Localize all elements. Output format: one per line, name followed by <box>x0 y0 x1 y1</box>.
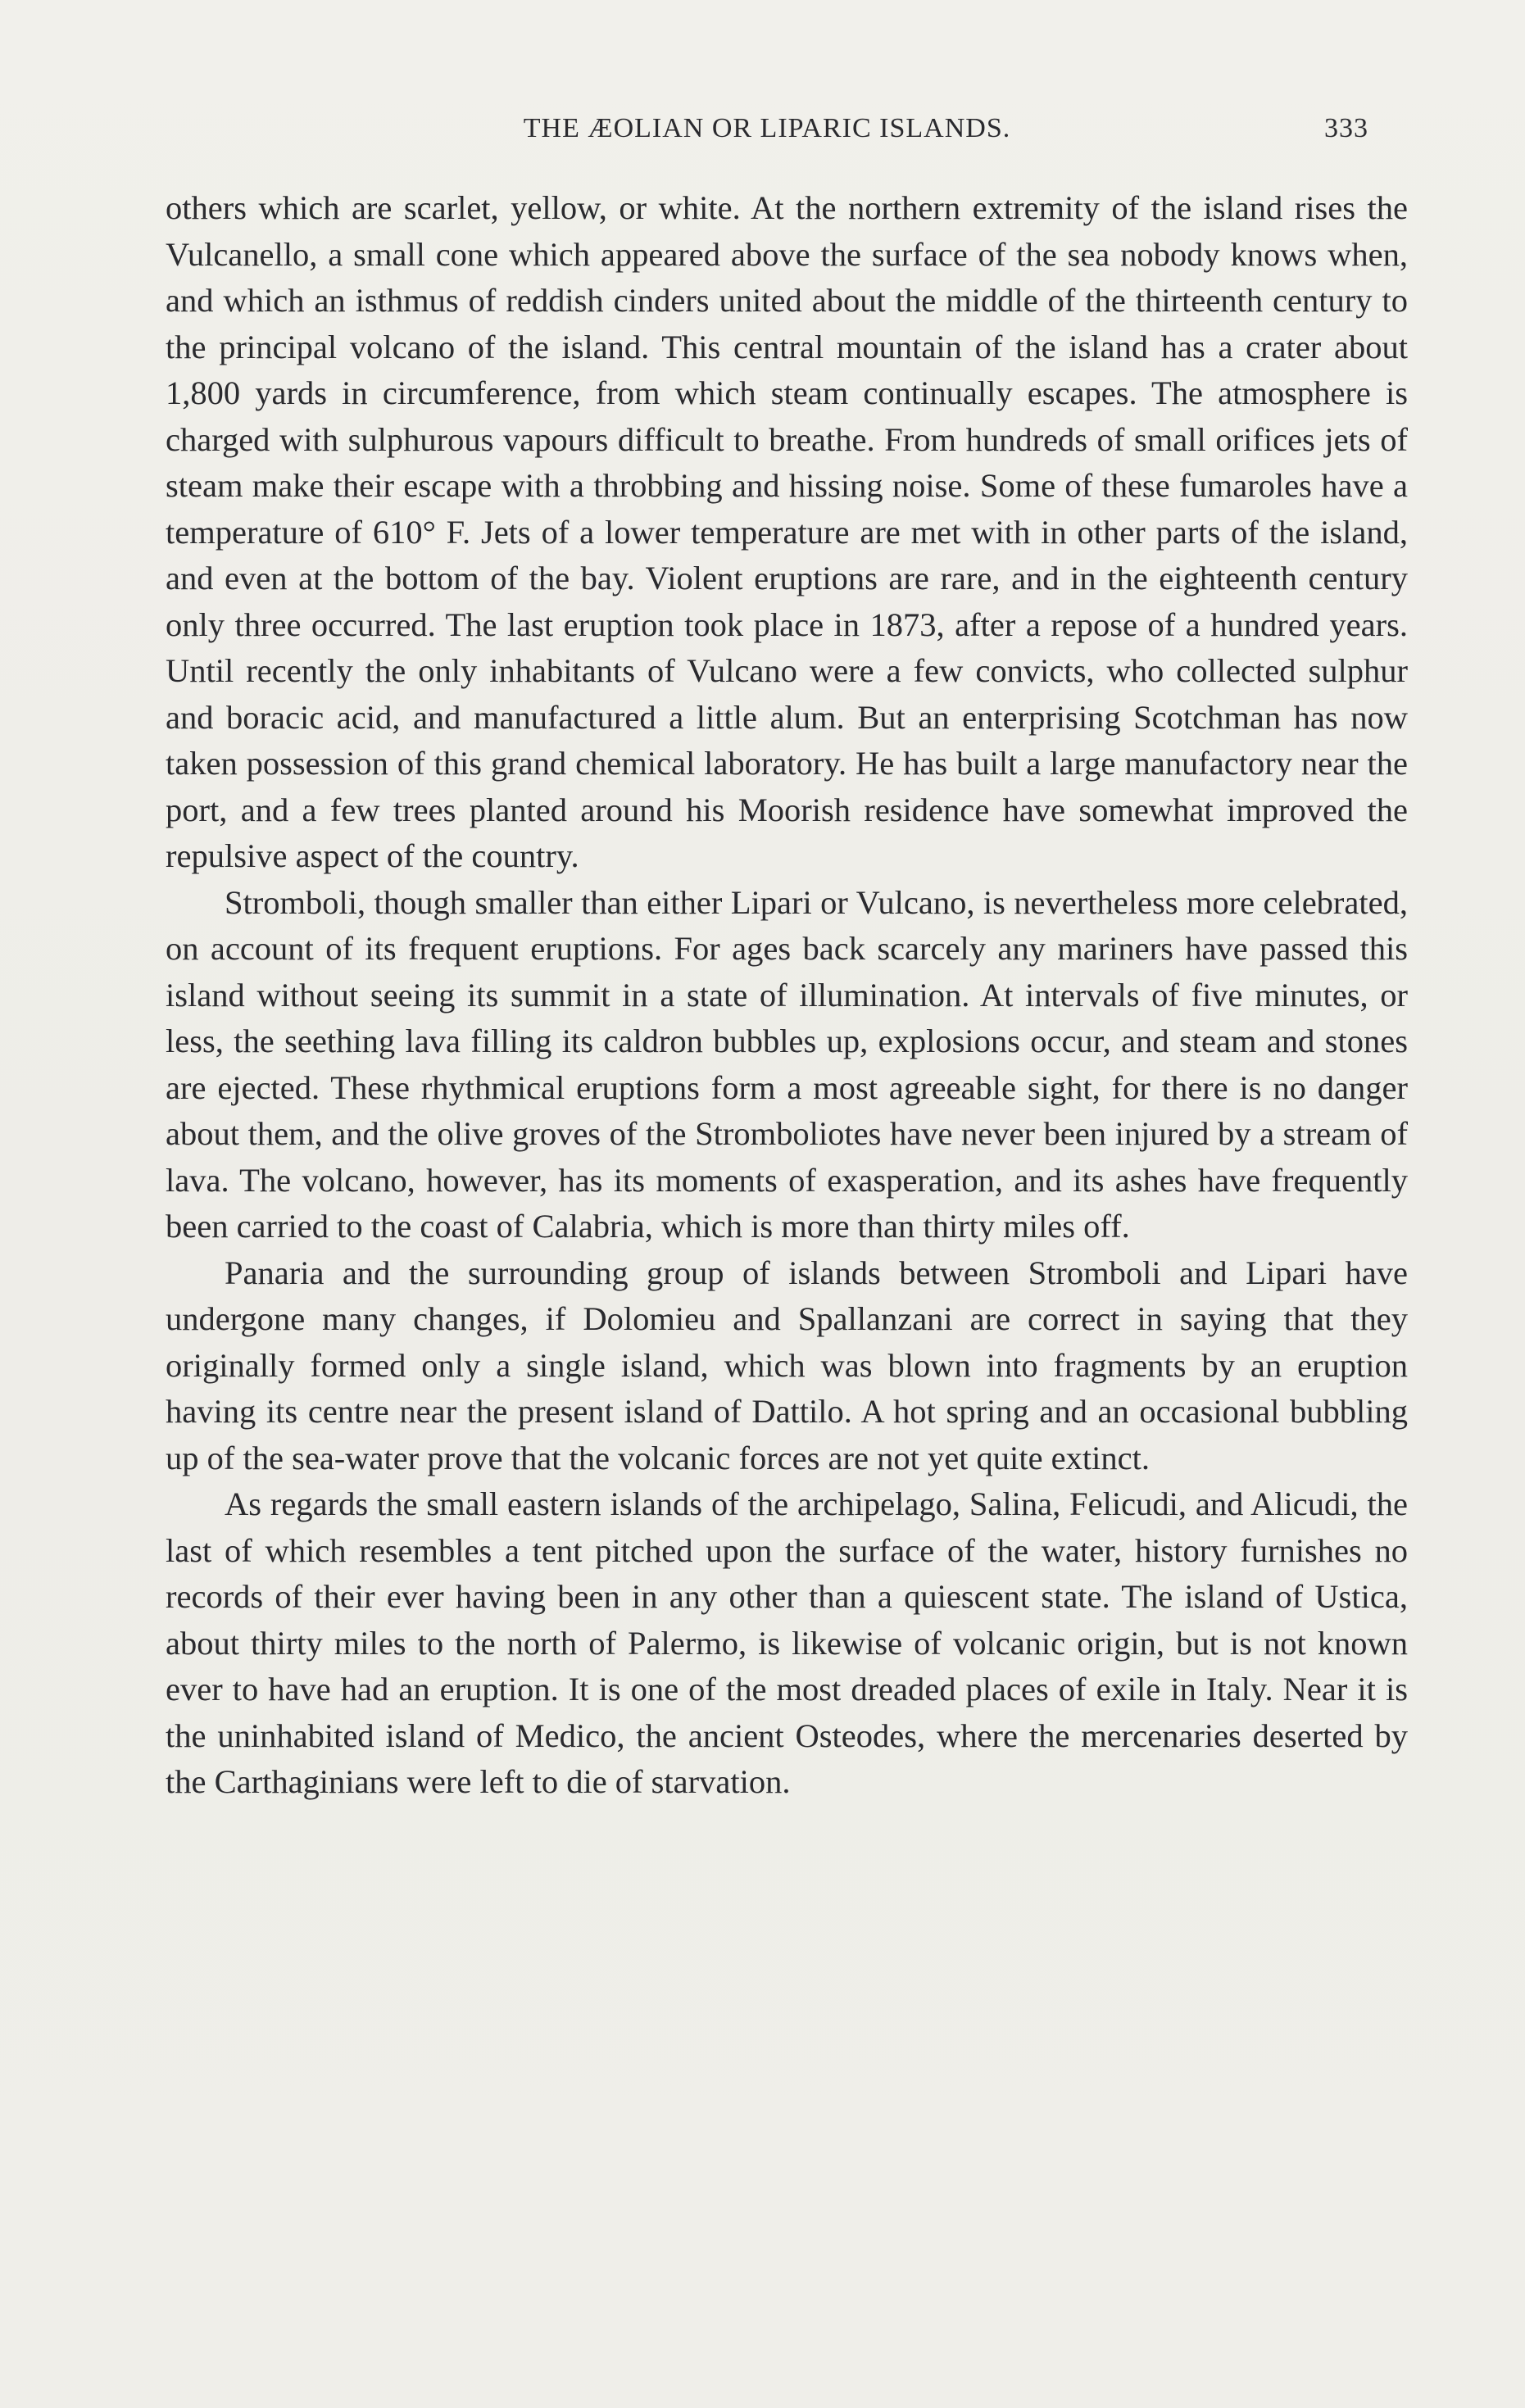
running-title: THE ÆOLIAN OR LIPARIC ISLANDS. <box>523 113 1011 143</box>
page-number: 333 <box>1324 113 1368 143</box>
paragraph-vulcano: others which are scarlet, yellow, or white. At the northern extremity of the island rises the Vulcanello, a small cone which appeared above the surface of the sea nobody knows when, and which an isthmus of reddish cinders united about the middle of the thirteenth century to the principal volcano of the island. This central mountain of the island has a crater about 1,800 yards in circumference, from which steam continually escapes. The atmosphere is charged with sulphurous vapours difficult to breathe. From hundreds of small orifices jets of steam make their escape with a throbbing and hissing noise. Some of these fumaroles have a temperature of 610° F. Jets of a lower temperature are met with in other parts of the island, and even at the bottom of the bay. Violent eruptions are rare, and in the eighteenth century only three occurred. The last eruption took place in 1873, after a repose of a hundred years. Until recently the only inhabitants of Vulcano were a few convicts, who collected sulphur and boracic acid, and manufactured a little alum. But an enterprising Scotchman has now taken possession of this grand chemical laboratory. He has built a large manufactory near the port, and a few trees planted around his Moorish residence have somewhat improved the repulsive aspect of the country. <box>166 189 1408 874</box>
paragraph-panaria: Panaria and the surrounding group of islands between Stromboli and Lipari have undergone many changes, if Dolomieu and Spallanzani are correct in saying that they originally formed only a single island, which was blown into fragments by an eruption having its centre near the present island of Dattilo. A hot spring and an occasional bubbling up of the sea-water prove that the volcanic forces are not yet quite extinct. <box>166 1254 1408 1476</box>
paragraph-stromboli: Stromboli, though smaller than either Lipari or Vulcano, is nevertheless more celebrated, on account of its frequent eruptions. For ages back scarcely any mariners have passed this island without seeing its summit in a state of illumination. At intervals of five minutes, or less, the seething lava filling its caldron bubbles up, explosions occur, and steam and stones are ejected. These rhythmical eruptions form a most agreeable sight, for there is no danger about them, and the olive groves of the Stromboliotes have never been injured by a stream of lava. The volcano, however, has its moments of exasperation, and its ashes have frequently been carried to the coast of Calabria, which is more than thirty miles off. <box>166 883 1408 1245</box>
body-text <box>166 185 1408 1806</box>
running-head <box>166 108 1368 149</box>
paragraph-eastern-islands: As regards the small eastern islands of the archipelago, Salina, Felicudi, and Alicudi, the last of which resembles a tent pitched upon the surface of the water, history furnishes no records of their ever having been in any other than a quiescent state. The island of Ustica, about thirty miles to the north of Palermo, is likewise of volcanic origin, but is not known ever to have had an eruption. It is one of the most dreaded places of exile in Italy. Near it is the uninhabited island of Medico, the ancient Osteodes, where the mercenaries deserted by the Carthaginians were left to die of starvation. <box>166 1485 1408 1800</box>
